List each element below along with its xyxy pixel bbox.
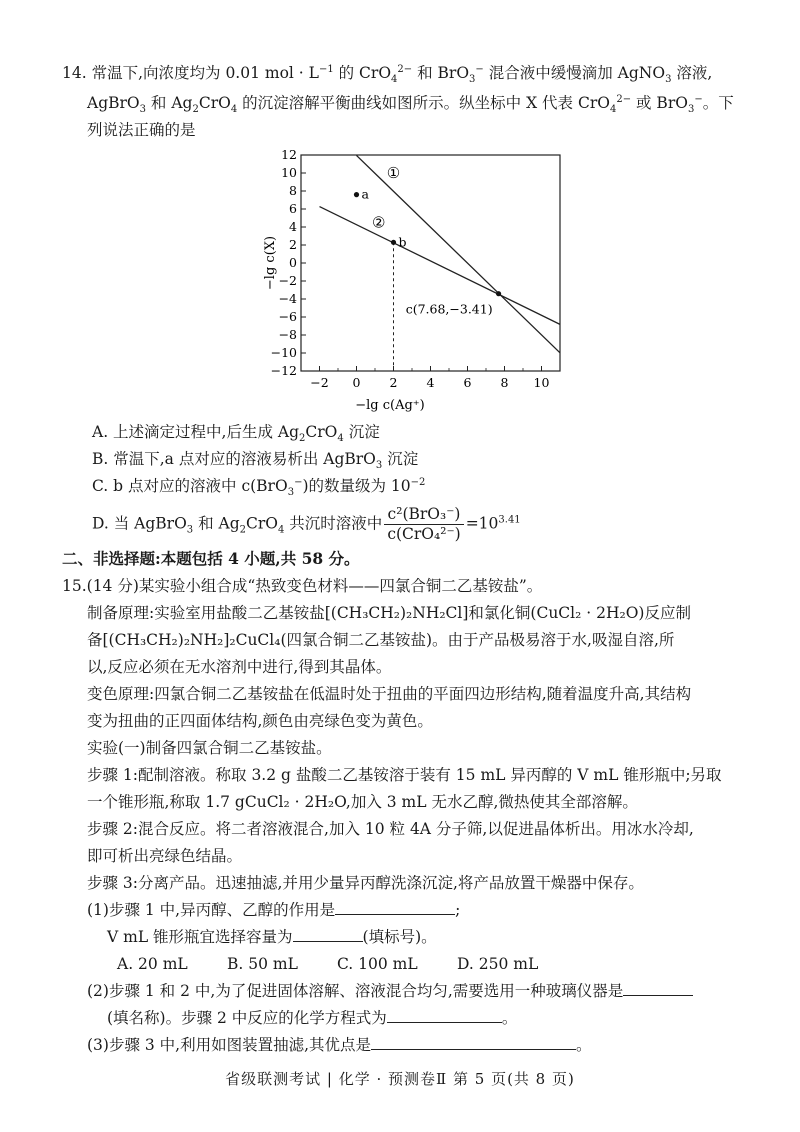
point-label-2: b [398,234,407,250]
x-tick-label: 4 [426,375,435,390]
choice-c: C. 100 mL [337,955,418,973]
page-footer: 省级联测考试 | 化学 · 预测卷Ⅱ 第 5 页(共 8 页) [225,1070,575,1088]
choice-b: B. 50 mL [227,955,298,973]
y-tick-label: −6 [278,309,297,324]
chart-points [354,187,501,317]
plot-frame [301,155,560,371]
answer-blank[interactable] [371,1034,576,1050]
x-tick-label: 6 [463,375,472,390]
y-tick-label: −2 [278,273,297,288]
q15-sub1b: V mL 锥形瓶宜选择容量为 (填标号)。 [107,928,437,946]
curve-label-2: ② [371,213,386,232]
y-tick-label: −10 [270,345,297,360]
q15-para: 一个锥形瓶,称取 1.7 gCuCl₂ · 2H₂O,加入 3 mL 无水乙醇,微热使其全部溶解。 [87,793,638,811]
answer-blank[interactable] [293,926,363,942]
q14-line3: 列说法正确的是 [87,121,196,139]
q15-para: 步骤 1:配制溶液。称取 3.2 g 盐酸二乙基铵溶于装有 15 mL 异丙醇的 V mL 锥形瓶中;另取 [87,766,722,784]
answer-blank[interactable] [623,980,693,996]
x-tick-label: 8 [500,375,509,390]
y-tick-label: 0 [289,255,297,270]
q14-option-d: D. 当 AgBrO$_3$ 和 $Ag_2CrO_4$ 共沉时溶液中 $\frac{\text{c²(BrO₃⁻)}}{\text{c(CrO₄²⁻)}}$ $=10^{3.41}$ [92,505,521,543]
x-tick-label: 2 [389,375,398,390]
answer-blank[interactable] [335,899,455,915]
y-tick-label: 12 [281,147,297,162]
x-tick-label: −2 [310,375,329,390]
q14-line2: AgBrO$_3$ 和 $Ag_2CrO_4$ 的沉淀溶解平衡曲线如图所示。纵坐标中 X 代表 CrO$_4^{2-}$ 或 BrO$_3$−。下 [87,93,734,116]
q14-number: 14. [62,64,87,82]
q14-option-b: B. 常温下,a 点对应的溶液易析出 AgBrO$_3$ 沉淀 [92,450,419,472]
y-tick-label: −4 [278,291,297,306]
q15-para: 制备原理:实验室用盐酸二乙基铵盐[(CH₃CH₂)₂NH₂Cl]和氯化铜(CuCl₂ · 2H₂O)反应制 [87,604,691,622]
q15-para: 变色原理:四氯合铜二乙基铵盐在低温时处于扭曲的平面四边形结构,随着温度升高,其结构 [87,685,692,703]
section-heading: 二、非选择题:本题包括 4 小题,共 58 分。 [62,549,360,568]
q15-para: 步骤 2:混合反应。将二者溶液混合,加入 10 粒 4A 分子筛,以促进晶体析出。用冰水冷却, [87,820,694,838]
q15-para: 备[(CH₃CH₂)₂NH₂]₂CuCl₄(四氯合铜二乙基铵盐)。由于产品极易溶于水,吸湿自溶,所 [87,631,675,649]
q15-sub1: (1)步骤 1 中,异丙醇、乙醇的作用是 ; [87,901,461,919]
q15-sub2: (2)步骤 1 和 2 中,为了促进固体溶解、溶液混合均匀,需要选用一种玻璃仪器是 [87,980,693,1002]
q14-option-c: C. b 点对应的溶液中 c(BrO$_3$−)的数量级为 $10^{-2}$ [92,476,426,499]
q15-sub2b: (填名称)。步骤 2 中反应的化学方程式为 。 [107,1009,518,1027]
q14-option-a: A. 上述滴定过程中,后生成 $Ag_2CrO_4$ 沉淀 [92,423,380,445]
q15-para: 变为扭曲的正四面体结构,颜色由亮绿色变为黄色。 [87,712,433,730]
y-tick-label: 10 [281,165,297,180]
q15-title: 15.(14 分)某实验小组合成“热致变色材料——四氯合铜二乙基铵盐”。 [62,577,543,595]
solubility-chart [255,143,575,415]
q15-para: 以,反应必须在无水溶剂中进行,得到其晶体。 [87,658,392,676]
q15-para: 即可析出亮绿色结晶。 [87,847,243,865]
x-tick-label: 10 [533,375,550,390]
curve-label-1: ① [386,164,401,182]
y-tick-label: 8 [289,183,297,198]
answer-blank[interactable] [387,1007,502,1023]
y-axis-label: −lg c(X) [263,235,278,291]
x-tick-label: 0 [352,375,361,390]
y-tick-label: −12 [270,363,297,378]
q15-para: 实验(一)制备四氯合铜二乙基铵盐。 [87,739,332,757]
q14-line1: 14. 常温下,向浓度均为 0.01 mol · $L^{-1}$ 的 CrO$_4^{2-}$ 和 BrO$_3$− 混合液中缓慢滴加 AgNO$_3$ 溶液, [62,63,713,86]
choice-d: D. 250 mL [457,955,539,973]
series-line-1 [357,155,561,352]
point-label-1: a [361,186,369,202]
y-tick-label: −8 [278,327,297,342]
y-tick-label: 6 [289,201,297,216]
chart-axes [271,147,560,390]
y-tick-label: 2 [289,237,297,252]
chart-lines [320,155,561,371]
point-label-3: c(7.68,−3.41) [405,301,493,317]
q15-sub3: (3)步骤 3 中,利用如图装置抽滤,其优点是 。 [87,1036,592,1054]
data-point-1 [354,192,359,197]
y-tick-label: 4 [289,219,297,234]
q15-para: 步骤 3:分离产品。迅速抽滤,并用少量异丙醇洗涤沉淀,将产品放置干燥器中保存。 [87,874,644,892]
ratio-fraction: $\frac{\text{c²(BrO₃⁻)}}{\text{c(CrO₄²⁻)}}$ [384,505,463,544]
data-point-3 [496,291,501,296]
x-axis-label: −lg c(Ag⁺) [355,398,425,413]
data-point-2 [391,240,396,245]
choice-a: A. 20 mL [117,955,188,973]
